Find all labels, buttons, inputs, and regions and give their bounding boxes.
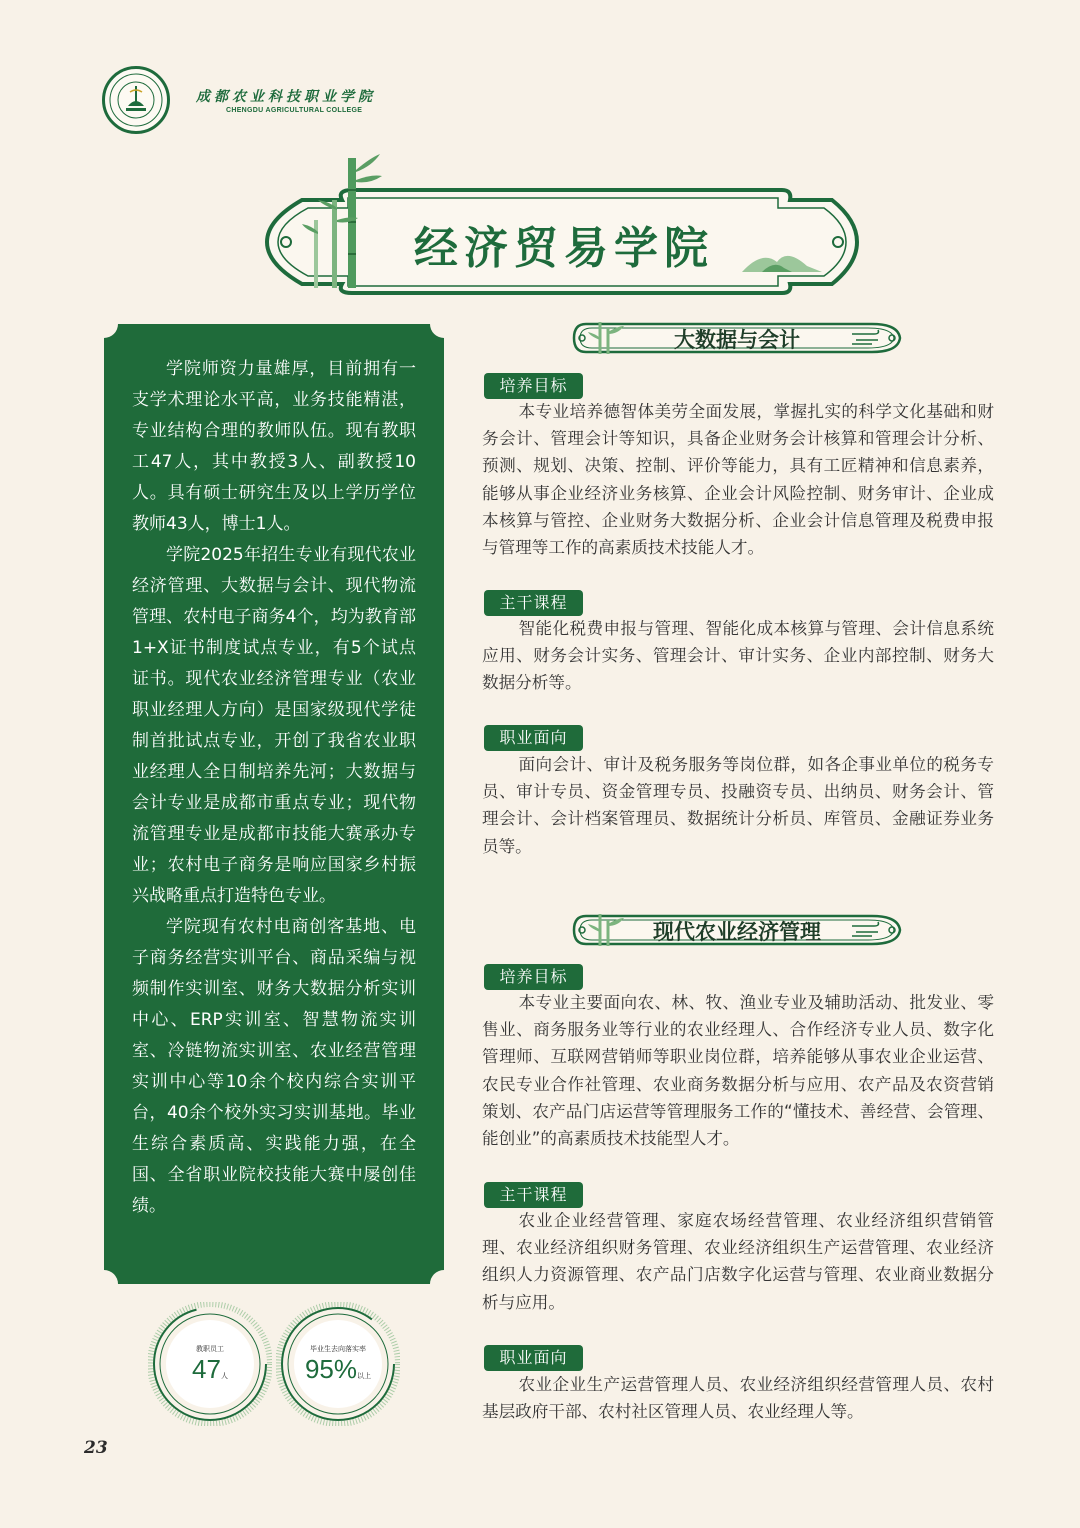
- intro-paragraph: 学院2025年招生专业有现代农业经济管理、大数据与会计、现代物流管理、农村电子商务4个，均为教育部1+X证书制度试点专业，有5个试点证书。现代农业经济管理专业（农业职业经理人方向）是国家级现代学徒制首批试点专业，开创了我省农业职业经理人全日制培养先河；大数据与会计专业是成都市重点专业；现代物流管理专业是成都市技能大赛承办专业；农村电子商务是响应国家乡村振兴战略重点打造特色专业。: [132, 545, 416, 906]
- title-banner: [262, 150, 862, 295]
- tag-career-direction: 职业面向: [484, 1345, 583, 1371]
- tag-training-goal: 培养目标: [484, 373, 583, 399]
- training-goal-text: 本专业培养德智体美劳全面发展，掌握扎实的科学文化基础和财务会计、管理会计等知识，具备企业财务会计核算和管理会计分析、预测、规划、决策、控制、评价等能力，具有工匠精神和信息素养，能够从事企业经济业务核算、企业会计风险控制、财务审计、企业成本核算与管控、企业财务大数据分析、企业会计信息管理及税费申报与管理等工作的高素质技术技能人才。: [482, 402, 994, 558]
- college-name-cn: 成都农业科技职业学院: [196, 89, 376, 105]
- page-title: 经济贸易学院: [414, 223, 714, 274]
- stat-employment-rate: [276, 1302, 400, 1426]
- tag-core-courses: 主干课程: [484, 1182, 583, 1208]
- intro-text: [132, 354, 416, 1222]
- stat-staff: [148, 1302, 272, 1426]
- section-header-big-data-accounting: [572, 318, 904, 358]
- core-courses-text: 智能化税费申报与管理、智能化成本核算与管理、会计信息系统应用、财务会计实务、管理会计、审计实务、企业内部控制、财务大数据分析等。: [482, 619, 994, 693]
- panel-corner: [90, 1270, 118, 1298]
- intro-panel: [104, 324, 444, 1284]
- stat-value: 95%: [304, 1354, 358, 1384]
- stat-label: 教职员工: [196, 1345, 224, 1353]
- college-name-en: CHENGDU AGRICULTURAL COLLEGE: [226, 107, 363, 114]
- college-emblem-icon: [102, 66, 170, 134]
- page-number: 23: [84, 1438, 108, 1458]
- tag-career-direction: 职业面向: [484, 725, 583, 751]
- training-goal-text: 本专业主要面向农、林、牧、渔业专业及辅助活动、批发业、零售业、商务服务业等行业的农业经理人、合作经济专业人员、数字化管理师、互联网营销师等职业岗位群，培养能够从事农业企业运营、农民专业合作社管理、农业商务数据分析与应用、农产品及农资营销策划、农产品门店运营等管理服务工作的“懂技术、善经营、会管理、能创业”的高素质技术技能型人才。: [482, 993, 994, 1149]
- panel-corner: [430, 1270, 458, 1298]
- core-courses-text: 农业企业经营管理、家庭农场经营管理、农业经济组织营销管理、农业经济组织财务管理、农业经济组织生产运营管理、农业经济组织人力资源管理、农产品门店数字化运营与管理、农业商业数据分析与应用。: [482, 1211, 994, 1312]
- stat-value: 47: [192, 1354, 221, 1384]
- tag-core-courses: 主干课程: [484, 590, 583, 616]
- section-title: 大数据与会计: [674, 327, 800, 352]
- section-title: 现代农业经济管理: [653, 919, 821, 944]
- intro-paragraph: 学院师资力量雄厚，目前拥有一支学术理论水平高，业务技能精湛，专业结构合理的教师队伍。现有教职工47人，其中教授3人、副教授10人。具有硕士研究生及以上学历学位教师43人，博士1人。: [132, 359, 416, 534]
- stat-unit: 人: [220, 1372, 228, 1380]
- career-direction-text: 农业企业生产运营管理人员、农业经济组织经营管理人员、农村基层政府干部、农村社区管理人员、农业经理人等。: [482, 1375, 994, 1422]
- tag-training-goal: 培养目标: [484, 964, 583, 990]
- stat-label: 毕业生去向落实率: [310, 1345, 366, 1353]
- intro-paragraph: 学院现有农村电商创客基地、电子商务经营实训平台、商品采编与视频制作实训室、财务大数据分析实训中心、ERP实训室、智慧物流实训室、冷链物流实训室、农业经营管理实训中心等10余个校内综合实训平台，40余个校外实习实训基地。毕业生综合素质高、实践能力强，在全国、全省职业院校技能大赛中屡创佳绩。: [132, 917, 416, 1216]
- stat-unit: 以上: [357, 1372, 372, 1380]
- college-logo: [102, 66, 376, 134]
- panel-corner: [90, 310, 118, 338]
- section-header-agri-economics: [572, 910, 904, 950]
- career-direction-text: 面向会计、审计及税务服务等岗位群，如各企事业单位的税务专员、审计专员、资金管理专员、投融资专员、出纳员、财务会计、管理会计、会计档案管理员、数据统计分析员、库管员、金融证券业务员等。: [482, 755, 994, 856]
- panel-corner: [430, 310, 458, 338]
